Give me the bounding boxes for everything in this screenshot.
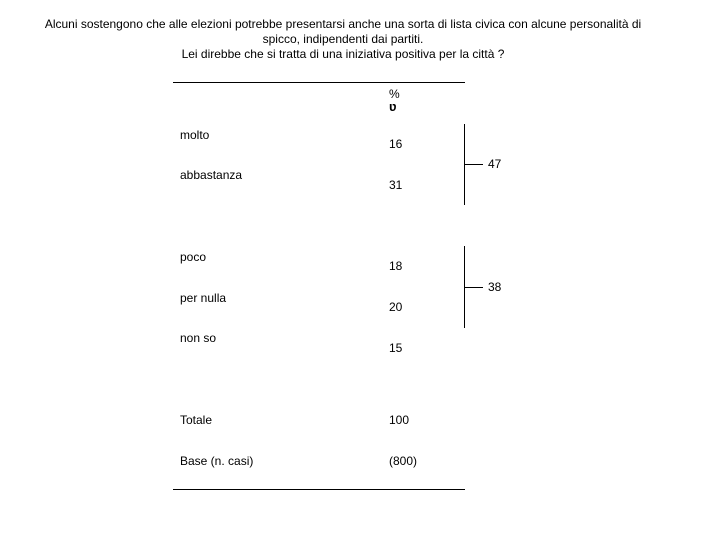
question-text [20, 17, 666, 62]
column-header: % [389, 87, 400, 101]
question-line-1: Alcuni sostengono che alle elezioni potrebbe presentarsi anche una sorta di lista civica con alcune personalità di [44, 17, 642, 31]
row-label-base: Base (n. casi) [180, 454, 254, 468]
row-value-base: (800) [389, 454, 418, 468]
group-value-positive: 47 [488, 157, 502, 171]
group-bracket-negative-tick [464, 287, 483, 288]
table-bottom-rule [173, 489, 465, 490]
question-line-3: Lei direbbe che si tratta di una iniziativa positiva per la città ? [181, 47, 505, 61]
row-value-abbastanza: 31 [389, 178, 403, 192]
row-value-molto: 16 [389, 137, 403, 151]
row-label-non-so: non so [180, 331, 217, 345]
row-value-totale: 100 [389, 413, 410, 427]
row-value-non-so: 15 [389, 341, 403, 355]
row-label-per-nulla: per nulla [180, 291, 227, 305]
group-value-negative: 38 [488, 280, 502, 294]
row-label-molto: molto [180, 128, 210, 142]
row-label-totale: Totale [180, 413, 213, 427]
question-line-2: spicco, indipendenti dai partiti. [262, 32, 424, 46]
row-label-poco: poco [180, 250, 207, 264]
row-value-per-nulla: 20 [389, 300, 403, 314]
row-label-abbastanza: abbastanza [180, 168, 243, 182]
group-bracket-positive-tick [464, 164, 483, 165]
row-value-poco: 18 [389, 259, 403, 273]
table-top-rule [173, 82, 465, 83]
column-symbol: ʋ [389, 99, 397, 114]
